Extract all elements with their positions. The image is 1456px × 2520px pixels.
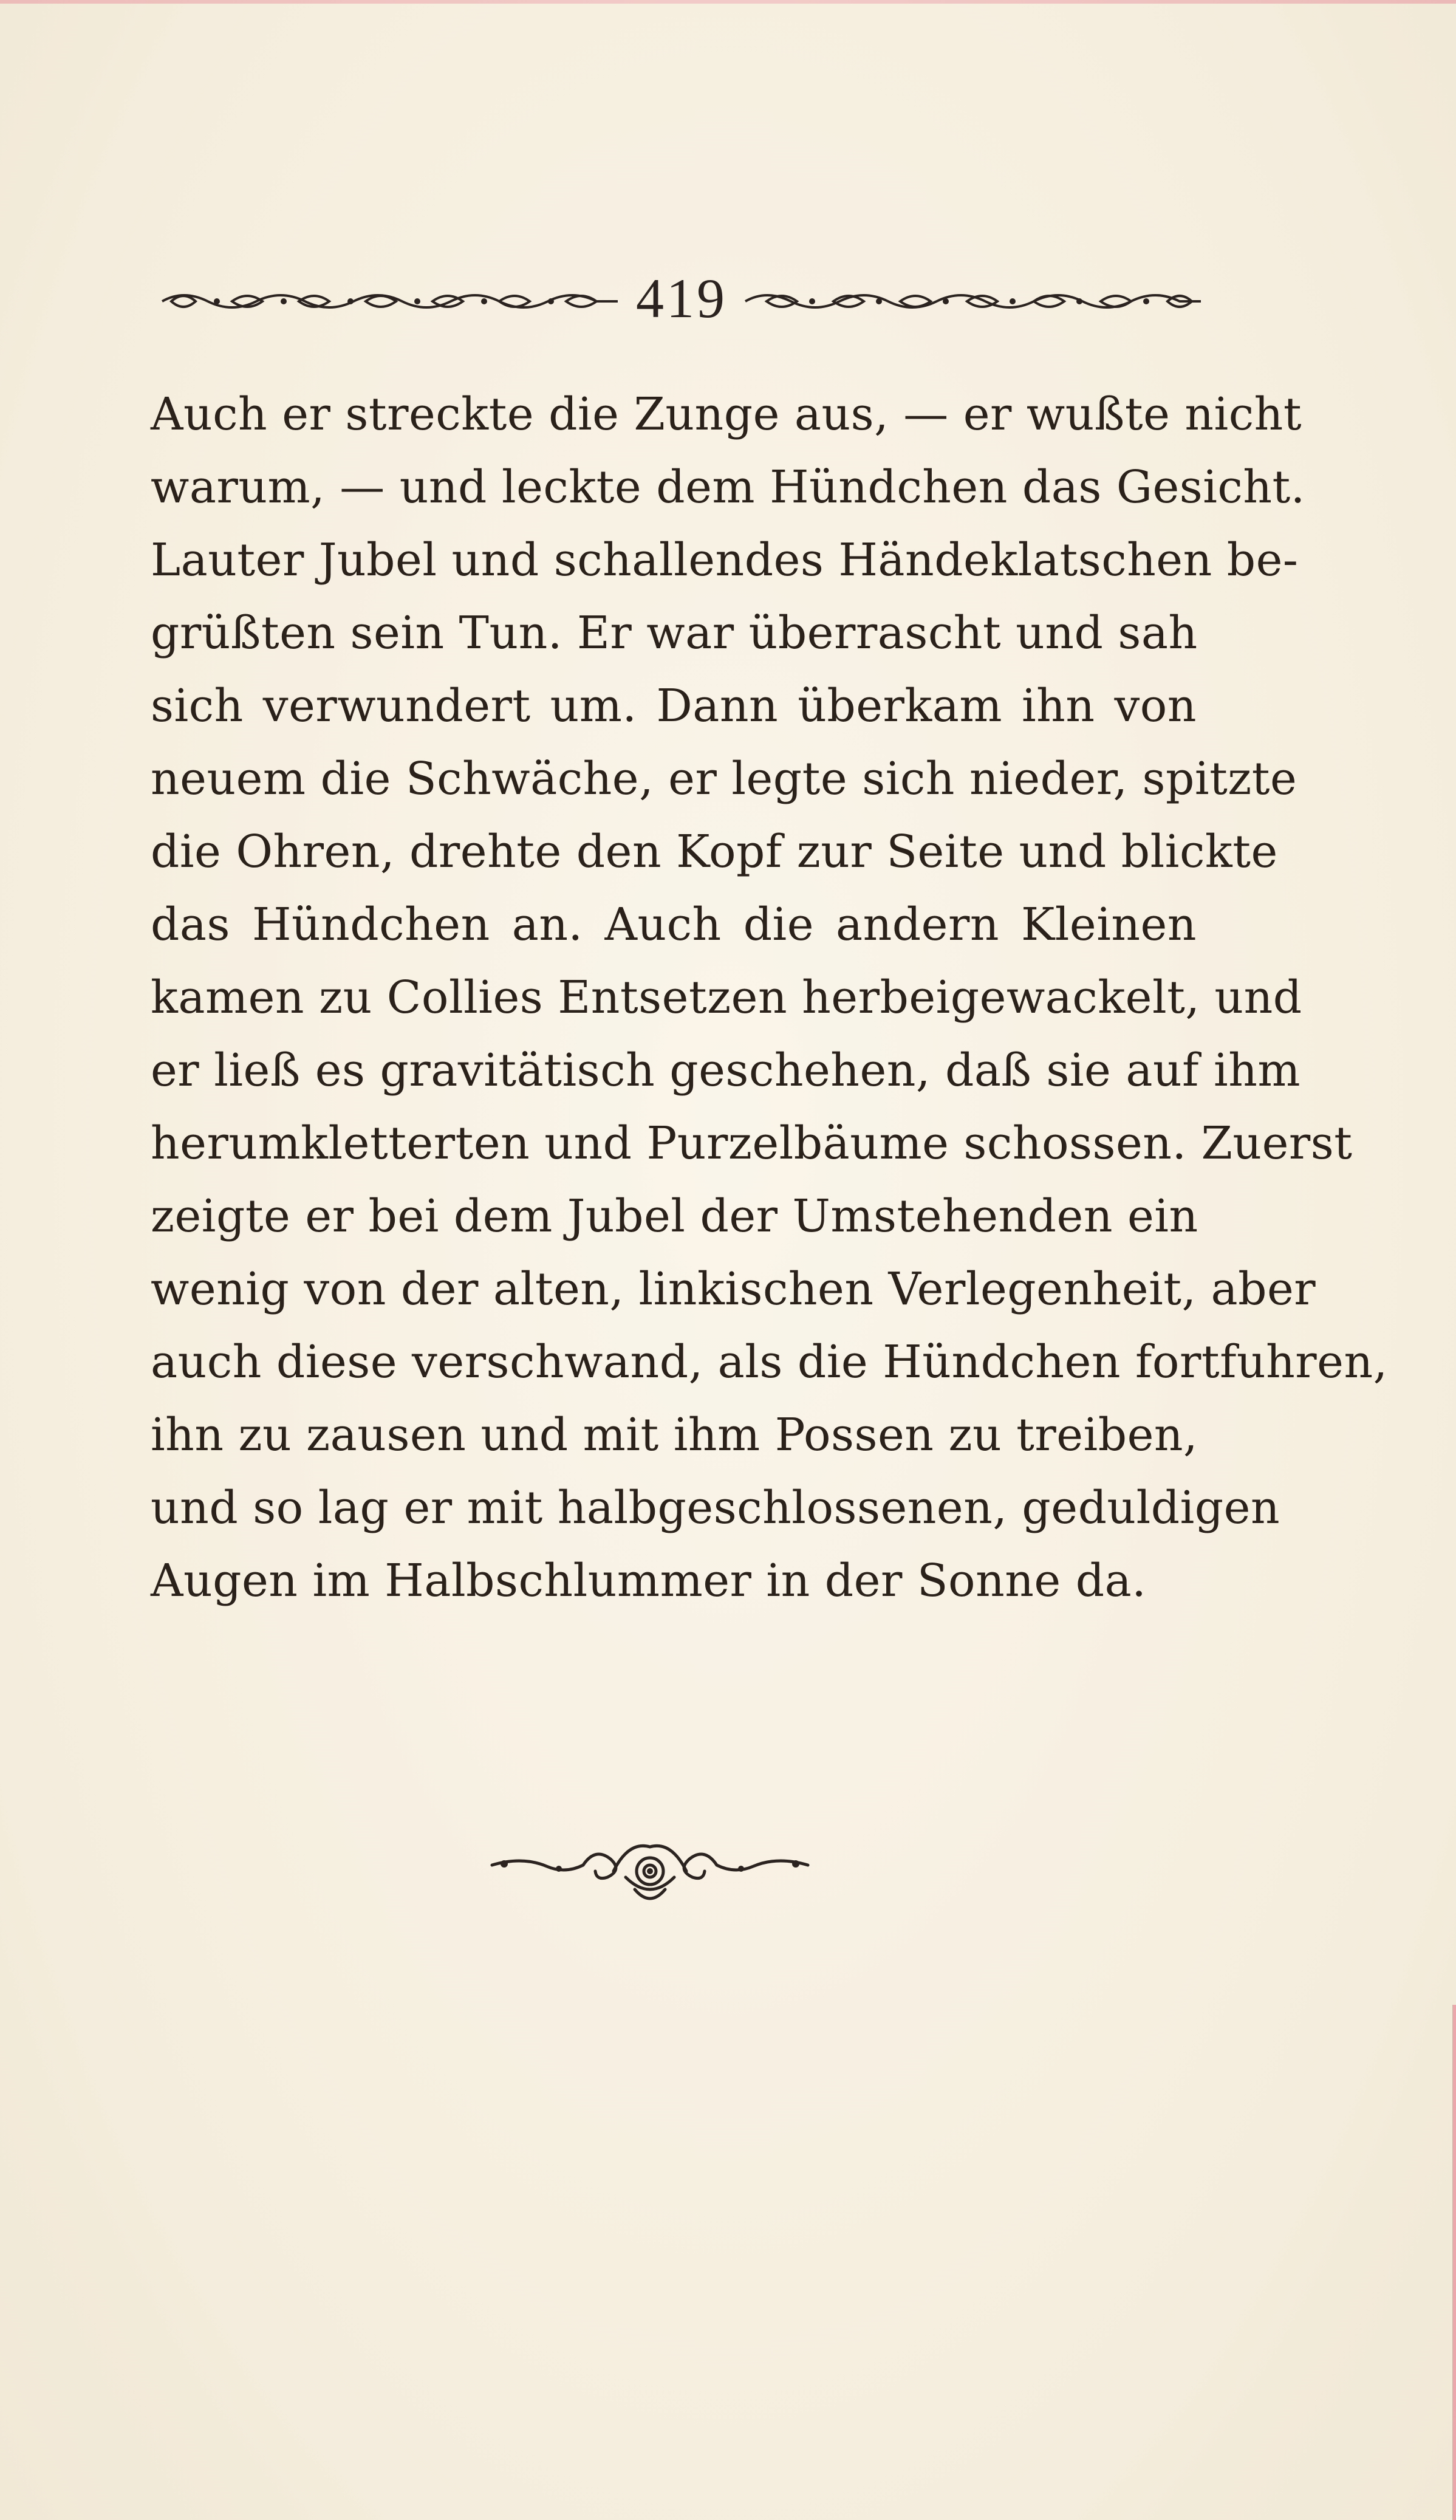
body-text — [151, 378, 1388, 1617]
text-line: neuem die Schwäche, er legte sich nieder, spitzte — [151, 753, 1297, 805]
right-header-ornament — [742, 283, 1204, 320]
text-line: das Hündchen an. Auch die andern Kleinen — [151, 899, 1197, 951]
text-line: auch diese verschwand, als die Hündchen fortfuhren, — [151, 1336, 1388, 1388]
text-line: ihn zu zausen und mit ihm Possen zu treiben, — [151, 1409, 1198, 1461]
text-line: er ließ es gravitätisch geschehen, daß sie auf ihm — [151, 1044, 1301, 1097]
text-line: grüßten sein Tun. Er war überrascht und sah — [151, 607, 1198, 659]
running-header — [159, 265, 1204, 332]
page-top-edge — [0, 0, 1456, 4]
end-ornament — [486, 1829, 814, 1914]
text-line: Augen im Halbschlummer in der Sonne da. — [151, 1555, 1147, 1607]
text-line: warum, — und leckte dem Hündchen das Gesicht. — [151, 461, 1305, 513]
text-line: kamen zu Collies Entsetzen herbeigewackelt, und — [151, 971, 1302, 1024]
page-right-edge — [1452, 2005, 1456, 2520]
text-line: und so lag er mit halbgeschlossenen, geduldigen — [151, 1482, 1280, 1534]
text-line: die Ohren, drehte den Kopf zur Seite und blickte — [151, 826, 1278, 878]
page-number: 419 — [636, 267, 727, 329]
left-header-ornament — [159, 283, 621, 320]
text-line: zeigte er bei dem Jubel der Umstehenden ein — [151, 1190, 1198, 1242]
text-line: herumkletterten und Purzelbäume schossen. Zuerst — [151, 1117, 1353, 1169]
text-line: sich verwundert um. Dann überkam ihn von — [151, 680, 1197, 732]
text-line: wenig von der alten, linkischen Verlegenheit, aber — [151, 1263, 1316, 1315]
text-line: Auch er streckte die Zunge aus, — er wußte nicht — [151, 388, 1302, 440]
text-line: Lauter Jubel und schallendes Händeklatschen be- — [151, 534, 1299, 586]
